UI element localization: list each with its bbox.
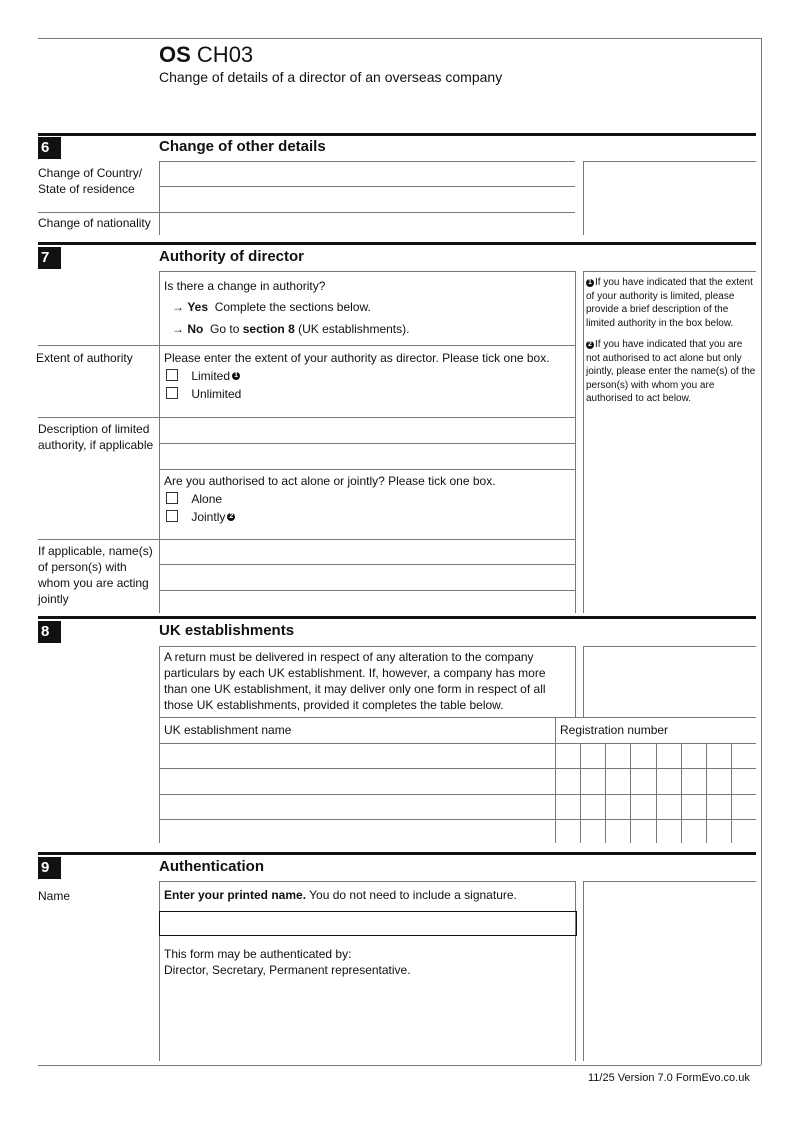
limited-checkbox[interactable]: [166, 369, 178, 381]
section-6-number: 6: [38, 137, 61, 159]
section-7-number: 7: [38, 247, 61, 269]
description-field-1[interactable]: [160, 418, 574, 442]
form-code: OS CH03: [159, 42, 254, 67]
section-9-rule: [38, 852, 756, 855]
uk-intro: A return must be delivered in respect of any alteration to the company particulars by each UK establishment. If, however, a company has more than one UK establishment, it may deliver only one form in respect of all those UK establishments, provided it completes the table below.: [164, 650, 546, 712]
extent-label: Extent of authority: [36, 351, 133, 365]
description-field-2[interactable]: [160, 444, 574, 468]
country-label: Change of Country/ State of residence: [38, 166, 143, 196]
jointly-checkbox[interactable]: [166, 510, 178, 522]
section-8-title: UK establishments: [159, 622, 295, 639]
extent-prompt: Please enter the extent of your authority as director. Please tick one box.: [164, 351, 550, 365]
nationality-field[interactable]: [160, 213, 574, 235]
footer-version: 11/25 Version 7.0 FormEvo.co.uk: [588, 1072, 750, 1084]
unlimited-option[interactable]: Unlimited: [166, 386, 241, 402]
name-label: Name: [38, 889, 71, 903]
uk-name-row-4[interactable]: [160, 820, 554, 843]
uk-name-row-3[interactable]: [160, 795, 554, 818]
name-prompt: Enter your printed name. You do not need to include a signature.: [164, 888, 517, 902]
section-7-rule: [38, 242, 756, 245]
section-9-number: 9: [38, 857, 61, 879]
description-label: Description of limited authority, if applicable: [38, 422, 154, 452]
jointly-option[interactable]: Jointly 2: [166, 509, 235, 525]
note-1: 1 If you have indicated that the extent of your authority is limited, please provide a brief description of the limited authority in the box below.: [586, 277, 753, 329]
country-field-2[interactable]: [160, 187, 574, 211]
joint-names-label: If applicable, name(s) of person(s) with whom you are acting jointly: [38, 544, 153, 606]
form-subtitle: Change of details of a director of an overseas company: [159, 69, 503, 85]
bottom-border: [38, 1065, 761, 1066]
section-7-title: Authority of director: [159, 248, 304, 265]
note-2-icon: 2: [227, 513, 235, 521]
arrow-right-icon: →: [172, 300, 184, 314]
note-1-icon: 1: [232, 372, 240, 380]
top-border: [38, 38, 761, 39]
authority-question: Is there a change in authority?: [164, 279, 326, 293]
section-6-rule: [38, 133, 756, 136]
unlimited-checkbox[interactable]: [166, 387, 178, 399]
country-field-1[interactable]: [160, 162, 574, 186]
printed-name-input[interactable]: [159, 911, 577, 936]
right-border: [761, 38, 762, 1065]
yes-option[interactable]: → Yes Complete the sections below.: [172, 300, 371, 314]
jointly-prompt: Are you authorised to act alone or jointly? Please tick one box.: [164, 474, 496, 488]
limited-option[interactable]: Limited 1: [166, 368, 240, 384]
note-2: 2 If you have indicated that you are not authorised to act alone but only jointly, please enter the name(s) of the person(s) with whom you are authorised to act below.: [586, 339, 756, 404]
joint-name-field-1[interactable]: [160, 540, 574, 563]
joint-name-field-2[interactable]: [160, 565, 574, 589]
section-6-title: Change of other details: [159, 138, 326, 155]
uk-name-row-1[interactable]: [160, 744, 554, 767]
arrow-right-icon: →: [172, 322, 184, 336]
uk-name-row-2[interactable]: [160, 769, 554, 793]
no-option[interactable]: → No Go to section 8 (UK establishments).: [172, 322, 410, 336]
section-8-rule: [38, 616, 756, 619]
alone-checkbox[interactable]: [166, 492, 178, 504]
section-8-number: 8: [38, 621, 61, 643]
auth-by-line-2: Director, Secretary, Permanent representative.: [164, 963, 411, 977]
nationality-label: Change of nationality: [38, 216, 151, 230]
section-9-title: Authentication: [159, 858, 264, 875]
note-2-marker-icon: 2: [586, 341, 594, 349]
note-1-marker-icon: 1: [586, 279, 594, 287]
col-reg-number: Registration number: [560, 723, 669, 737]
auth-by-line-1: This form may be authenticated by:: [164, 947, 352, 961]
joint-name-field-3[interactable]: [160, 591, 574, 613]
registration-number-grid[interactable]: [556, 744, 756, 843]
col-uk-name: UK establishment name: [164, 723, 292, 737]
alone-option[interactable]: Alone: [166, 491, 222, 507]
